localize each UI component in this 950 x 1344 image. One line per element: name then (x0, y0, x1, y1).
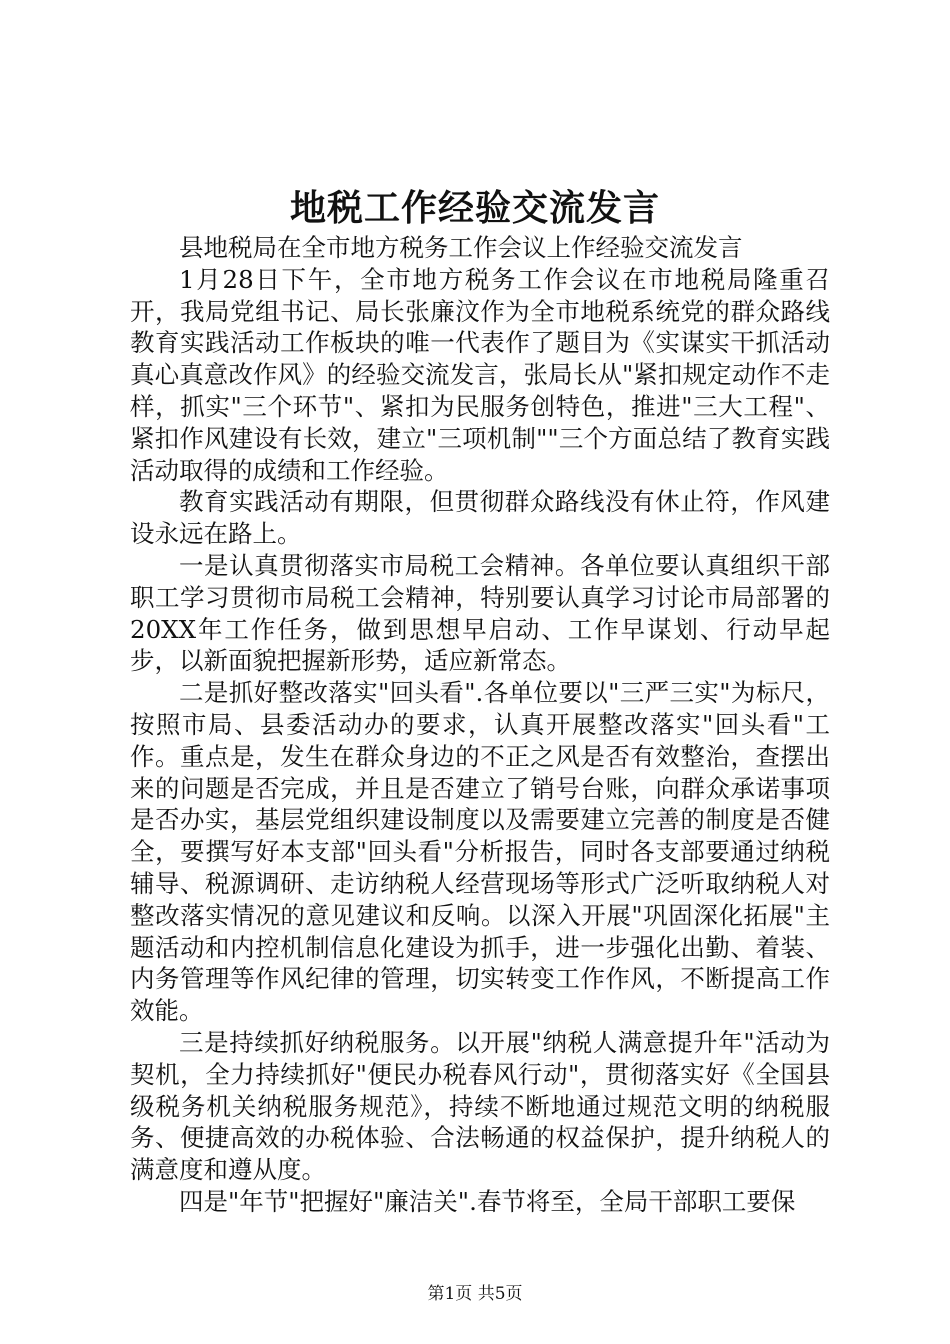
paragraph: 一是认真贯彻落实市局税工会精神。各单位要认真组织干部职工学习贯彻市局税工会精神，特别要认真学习讨论市局部署的20XX年工作任务，做到思想早启动、工作早谋划、行动早起步，以新面貌把握新形势，适应新常态。 (130, 550, 830, 676)
paragraph: 四是"年节"把握好"廉洁关".春节将至，全局干部职工要保 (179, 1186, 796, 1216)
document-body (130, 232, 830, 1218)
paragraph: 1月28日下午，全市地方税务工作会议在市地税局隆重召开，我局党组书记、局长张廉汶作为全市地税系统党的群众路线教育实践活动工作板块的唯一代表作了题目为《实谋实干抓活动真心真意改作风》的经验交流发言，张局长从"紧扣规定动作不走样，抓实"三个环节"、紧扣为民服务创特色，推进"三大工程"、紧扣作风建设有长效，建立"三项机制""三个方面总结了教育实践活动取得的成绩和工作经验。 (130, 264, 830, 485)
page-footer: 第1页 共5页 (427, 1284, 523, 1304)
paragraph-subtitle: 县地税局在全市地方税务工作会议上作经验交流发言 (179, 233, 743, 262)
paragraph: 三是持续抓好纳税服务。以开展"纳税人满意提升年"活动为契机，全力持续抓好"便民办税春风行动"，贯彻落实好《全国县级税务机关纳税服务规范》，持续不断地通过规范文明的纳税服务、便捷高效的办税体验、合法畅通的权益保护，提升纳税人的满意度和遵从度。 (130, 1027, 830, 1185)
paragraph: 二是抓好整改落实"回头看".各单位要以"三严三实"为标尺，按照市局、县委活动办的要求，认真开展整改落实"回头看"工作。重点是，发生在群众身边的不正之风是否有效整治，查摆出来的问题是否完成，并且是否建立了销号台账，向群众承诺事项是否办实，基层党组织建设制度以及需要建立完善的制度是否健全，要撰写好本支部"回头看"分析报告，同时各支部要通过纳税辅导、税源调研、走访纳税人经营现场等形式广泛听取纳税人对整改落实情况的意见建议和反响。以深入开展"巩固深化拓展"主题活动和内控机制信息化建设为抓手，进一步强化出勤、着装、内务管理等作风纪律的管理，切实转变工作作风，不断提高工作效能。 (130, 678, 830, 1026)
document-title: 地税工作经验交流发言 (289, 187, 660, 229)
paragraph: 教育实践活动有期限，但贯彻群众路线没有休止符，作风建设永远在路上。 (130, 487, 830, 549)
